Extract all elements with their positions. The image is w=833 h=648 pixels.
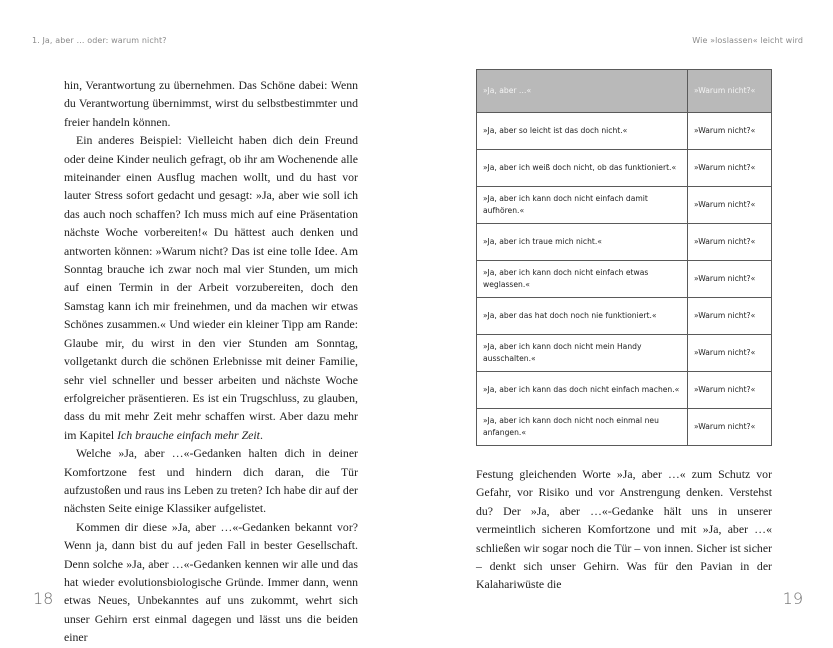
table-cell-ja-aber: »Ja, aber ich kann doch nicht einfach etwas weglassen.« (477, 261, 688, 298)
table-cell-ja-aber: »Ja, aber das hat doch noch nie funktioniert.« (477, 298, 688, 335)
paragraph-4: Kommen dir diese »Ja, aber …«-Gedanken bekannt vor? Wenn ja, dann bist du auf jeden Fall in bester Gesellschaft. Denn solche »Ja, aber …«-Gedanken kennen wir alle und das hat wieder evolutionsbiologische Gründe. Immer dann, wenn etwas Neues, Unbekanntes auf uns zukommt, wehrt sich unser Gehirn erst einmal dagegen und lässt uns die beiden einer (64, 519, 358, 645)
table-cell-ja-aber: »Ja, aber ich weiß doch nicht, ob das funktioniert.« (477, 150, 688, 187)
running-head-right: Wie »loslassen« leicht wird (692, 36, 803, 45)
phrases-table-wrapper (476, 69, 771, 446)
right-page (417, 0, 833, 648)
table-row (477, 298, 772, 335)
table-row (477, 335, 772, 372)
paragraph-1: hin, Verantwortung zu übernehmen. Das Schöne dabei: Wenn du Verantwortung übernimmst, wirst du selbstbestimmter und freier handeln können. (64, 78, 358, 129)
table-cell-warum-nicht: »Warum nicht?« (688, 372, 772, 409)
table-cell-warum-nicht: »Warum nicht?« (688, 298, 772, 335)
page-number-left: 18 (33, 589, 54, 608)
chapter-reference-end: . (259, 427, 263, 442)
table-cell-warum-nicht: »Warum nicht?« (688, 261, 772, 298)
table-cell-warum-nicht: »Warum nicht?« (688, 335, 772, 372)
left-body-text (64, 76, 358, 647)
table-cell-ja-aber: »Ja, aber ich kann doch nicht noch einmal neu anfangen.« (477, 409, 688, 446)
table-header-ja-aber: »Ja, aber …« (477, 70, 688, 113)
table-row (477, 409, 772, 446)
table-header-row (477, 70, 772, 113)
table-cell-warum-nicht: »Warum nicht?« (688, 113, 772, 150)
table-cell-warum-nicht: »Warum nicht?« (688, 409, 772, 446)
phrases-table (476, 69, 772, 446)
table-cell-ja-aber: »Ja, aber ich kann das doch nicht einfach machen.« (477, 372, 688, 409)
page-number-right: 19 (782, 589, 803, 608)
running-head-left: 1. Ja, aber … oder: warum nicht? (32, 36, 167, 45)
paragraph-2-text: Ein anderes Beispiel: Vielleicht haben dich dein Freund oder deine Kinder neulich gefragt, ob ihr am Wochenende alle miteinander einen Ausflug machen wollt, und du hast vor lauter Stress sofort gedacht und gesagt: »Ja, aber wie soll ich das auch noch schaffen? Ich muss mich auf eine Präsentation nächste Woche vorbereiten!« Du hättest auch denken und antworten können: »Warum nicht? Das ist eine tolle Idee. Am Sonntag brauche ich zwar noch mal vier Stunden, um mich auf einen Termin in der Arbeit vorzubereiten, doch den Samstag kann ich mir freinehmen, und da machen wir etwas Schönes zusammen.« Und wieder ein kleiner Tipp am Rande: Glaube mir, du wirst in den vier Stunden am Sonntag, vollgetankt durch die schönen Erlebnisse mit deiner Familie, sehr viel schneller und besser arbeiten und nächste Woche erfolgreicher präsentieren. Es ist ein Trugschluss, zu glauben, dass du mit mehr Zeit mehr schaffen wirst. Aber dazu mehr im Kapitel (64, 133, 358, 442)
paragraph-3: Welche »Ja, aber …«-Gedanken halten dich in deiner Komfortzone fest und hindern dich daran, die Tür aufzustoßen und raus ins Leben zu treten? Ich habe dir auf der nächsten Seite einige Klassiker aufgelistet. (64, 446, 358, 516)
table-row (477, 224, 772, 261)
table-row (477, 372, 772, 409)
chapter-reference: Ich brauche einfach mehr Zeit (117, 427, 260, 442)
table-cell-ja-aber: »Ja, aber ich kann doch nicht mein Handy ausschalten.« (477, 335, 688, 372)
table-cell-warum-nicht: »Warum nicht?« (688, 187, 772, 224)
left-page (0, 0, 416, 648)
paragraph-2 (64, 131, 358, 444)
table-cell-ja-aber: »Ja, aber ich traue mich nicht.« (477, 224, 688, 261)
right-body-text (476, 465, 772, 594)
table-header-warum-nicht: »Warum nicht?« (688, 70, 772, 113)
table-row (477, 261, 772, 298)
table-row (477, 187, 772, 224)
table-row (477, 150, 772, 187)
table-row (477, 113, 772, 150)
table-cell-warum-nicht: »Warum nicht?« (688, 224, 772, 261)
table-cell-ja-aber: »Ja, aber so leicht ist das doch nicht.« (477, 113, 688, 150)
table-cell-warum-nicht: »Warum nicht?« (688, 150, 772, 187)
paragraph-5: Festung gleichenden Worte »Ja, aber …« zum Schutz vor Gefahr, vor Risiko und vor Anstrengung denken. Verstehst du? Der »Ja, aber …«-Gedanke hält uns in unserer vermeintlich sicheren Komfortzone und mit »Ja, aber …« schließen wir sogar noch die Tür – von innen. Sicher ist sicher – denkt sich unser Gehirn. Was für den Pavian in der Kalahariwüste die (476, 467, 772, 592)
table-cell-ja-aber: »Ja, aber ich kann doch nicht einfach damit aufhören.« (477, 187, 688, 224)
